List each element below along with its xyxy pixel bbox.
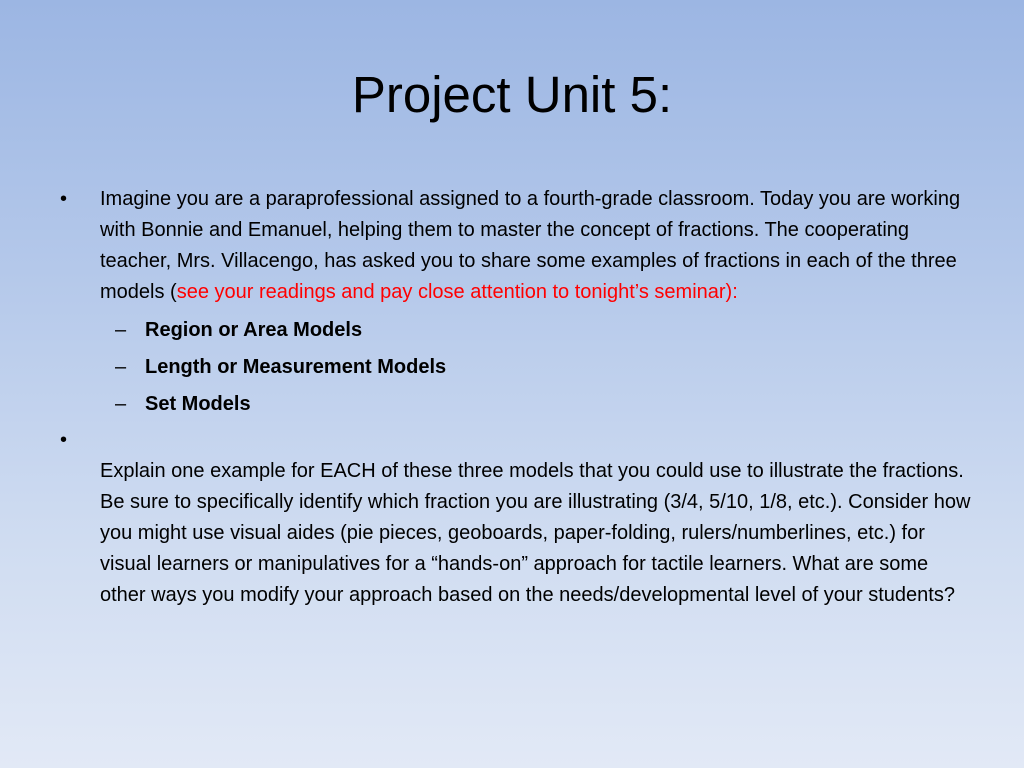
assignment-text: Explain one example for EACH of these three models that you could use to illustrate the fractions. Be sure to specifically identify which fraction you are illustrating (3/4, 5/10, 1/8, etc.). Consider how you might use visual aides (pie pieces, geoboards, paper-folding, rulers/numberlines, etc.) for visual learners or manipulatives for a “hands-on” approach for tactile learners. What are some other ways you modify your approach based on the needs/developmental level of your students?	[100, 460, 971, 606]
slide-title: Project Unit 5:	[351, 66, 673, 123]
models-sublist	[100, 312, 976, 423]
sub-item-length-model	[100, 349, 976, 386]
dash-marker: –	[115, 319, 127, 341]
sub-item-region-model	[100, 312, 976, 349]
sub-item-label: Set Models	[145, 393, 251, 415]
sub-item-label: Region or Area Models	[145, 319, 363, 341]
bullet-item-scenario	[56, 184, 976, 423]
scenario-highlight-text: see your readings and pay close attention to tonight’s seminar):	[176, 281, 738, 303]
dash-marker: –	[115, 356, 127, 378]
bullet-marker: •	[60, 188, 68, 210]
scenario-text: Imagine you are a paraprofessional assigned to a fourth-grade classroom. Today you are working with Bonnie and Emanuel, helping them to master the concept of fractions. The cooperating teacher, Mrs. Villacengo, has asked you to share some examples of fractions in each of the three models (	[100, 188, 961, 303]
sub-item-set-model	[100, 386, 976, 423]
bullet-marker: •	[60, 429, 68, 451]
sub-item-label: Length or Measurement Models	[145, 356, 447, 378]
bullet-item-assignment	[56, 425, 976, 611]
dash-marker: –	[115, 393, 127, 415]
content-list	[56, 184, 976, 611]
